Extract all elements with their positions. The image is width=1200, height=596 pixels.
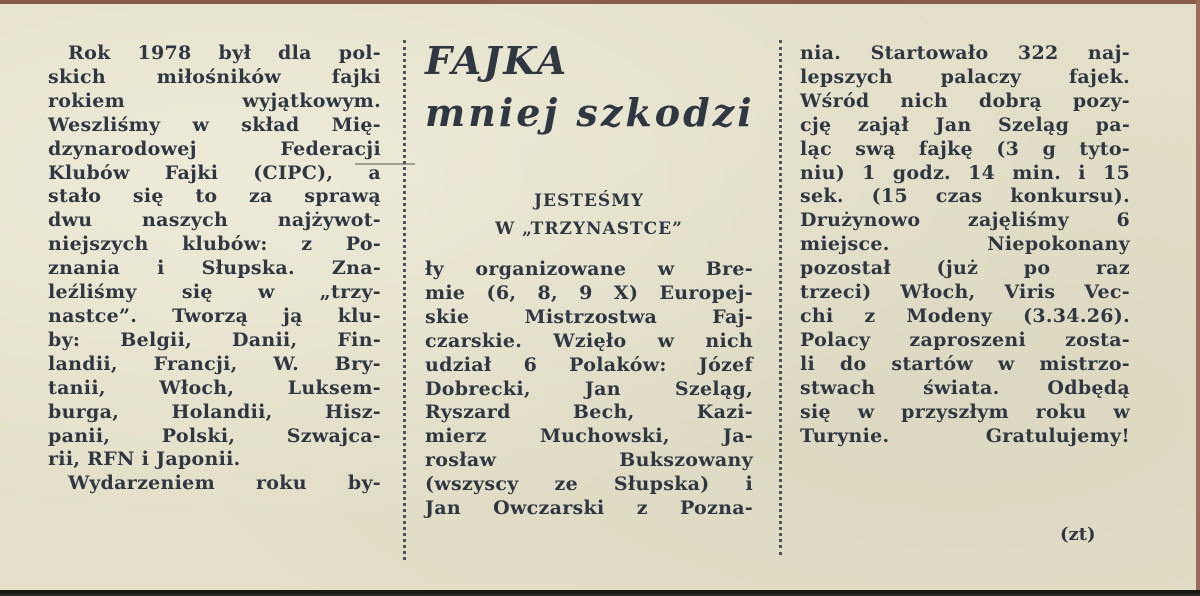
headline-line-2: mniej szkodzi bbox=[425, 90, 755, 135]
text-line: ląc swą fajkę (3 g tyto- bbox=[800, 137, 1130, 160]
subheading-line-1: JESTEŚMY bbox=[533, 191, 645, 211]
text-line: Weszliśmy w skład Mię- bbox=[48, 113, 381, 136]
text-line: niejszych klubów: z Po- bbox=[48, 233, 381, 256]
text-line: cję zajął Jan Szeląg pa- bbox=[800, 113, 1130, 136]
text-line: Rok 1978 był dla pol- bbox=[68, 42, 381, 64]
text-line: chi z Modeny (3.34.26). bbox=[800, 304, 1130, 327]
author-signature: (zt) bbox=[1060, 524, 1096, 545]
right-edge bbox=[1196, 0, 1200, 590]
top-edge bbox=[0, 0, 1200, 4]
article-column-1 bbox=[48, 42, 381, 496]
text-line: znania i Słupska. Zna- bbox=[48, 257, 381, 280]
text-line: Drużynowo zajęliśmy 6 bbox=[800, 209, 1130, 232]
column-divider bbox=[779, 40, 782, 555]
headline bbox=[425, 38, 765, 142]
text-line: burga, Holandii, Hisz- bbox=[48, 400, 381, 423]
text-line: Wśród nich dobrą pozy- bbox=[800, 89, 1130, 112]
text-line: stwach świata. Odbędą bbox=[800, 376, 1130, 399]
text-line: ły organizowane w Bre- bbox=[425, 258, 753, 280]
text-line: trzeci) Włoch, Viris Vec- bbox=[800, 281, 1130, 304]
subheading bbox=[425, 187, 753, 243]
text-line: mie (6, 8, 9 X) Europej- bbox=[425, 281, 753, 304]
text-line: tanii, Włoch, Luksem- bbox=[48, 376, 381, 399]
text-line: rosław Bukszowany bbox=[425, 449, 753, 472]
text-line: czarskie. Wzięło w nich bbox=[425, 329, 753, 352]
text-line: mierz Muchowski, Ja- bbox=[425, 425, 753, 448]
text-line: Wydarzeniem roku by- bbox=[68, 472, 381, 495]
text-line: Jan Owczarski z Pozna- bbox=[425, 497, 753, 520]
text-line: landii, Francji, W. Bry- bbox=[48, 352, 381, 375]
text-line: sek. (15 czas konkursu). bbox=[800, 185, 1130, 208]
text-line: panii, Polski, Szwajca- bbox=[48, 424, 381, 447]
text-line: dwu naszych najżywot- bbox=[48, 209, 381, 232]
text-line: Polacy zaproszeni zosta- bbox=[800, 328, 1130, 351]
text-line: rii, RFN i Japonii. bbox=[48, 448, 241, 471]
text-line: dzynarodowej Federacji bbox=[48, 137, 381, 160]
text-line: lepszych palaczy fajek. bbox=[800, 65, 1130, 88]
text-line: skich miłośników fajki bbox=[48, 65, 381, 88]
text-line: nia. Startowało 322 naj- bbox=[800, 42, 1130, 64]
text-line: się w przyszłym roku w bbox=[800, 400, 1130, 423]
text-line: by: Belgii, Danii, Fin- bbox=[48, 328, 381, 351]
text-line: Turynie. Gratulujemy! bbox=[800, 424, 1130, 447]
text-line: (wszyscy ze Słupska) i bbox=[425, 473, 753, 496]
column-divider bbox=[403, 40, 406, 560]
text-line: Dobrecki, Jan Szeląg, bbox=[425, 377, 753, 400]
text-line: miejsce. Niepokonany bbox=[800, 233, 1130, 256]
text-line: nastce”. Tworzą ją klu- bbox=[48, 304, 381, 327]
headline-line-1: FAJKA bbox=[425, 38, 569, 83]
text-line: Ryszard Bech, Kazi- bbox=[425, 401, 753, 424]
text-line: Klubów Fajki (CIPC), a bbox=[48, 161, 381, 184]
article-column-3 bbox=[800, 42, 1130, 448]
text-line: leźliśmy się w „trzy- bbox=[48, 281, 381, 304]
text-line: rokiem wyjątkowym. bbox=[48, 89, 381, 112]
text-line: skie Mistrzostwa Faj- bbox=[425, 305, 753, 328]
text-line: stało się to za sprawą bbox=[48, 185, 381, 208]
text-line: niu) 1 godz. 14 min. i 15 bbox=[800, 161, 1130, 184]
subheading-line-2: W „TRZYNASTCE” bbox=[495, 219, 683, 239]
article-column-2 bbox=[425, 258, 753, 521]
text-line: li do startów w mistrzo- bbox=[800, 352, 1130, 375]
text-line: pozostał (już po raz bbox=[800, 257, 1130, 280]
text-line: udział 6 Polaków: Józef bbox=[425, 353, 753, 376]
